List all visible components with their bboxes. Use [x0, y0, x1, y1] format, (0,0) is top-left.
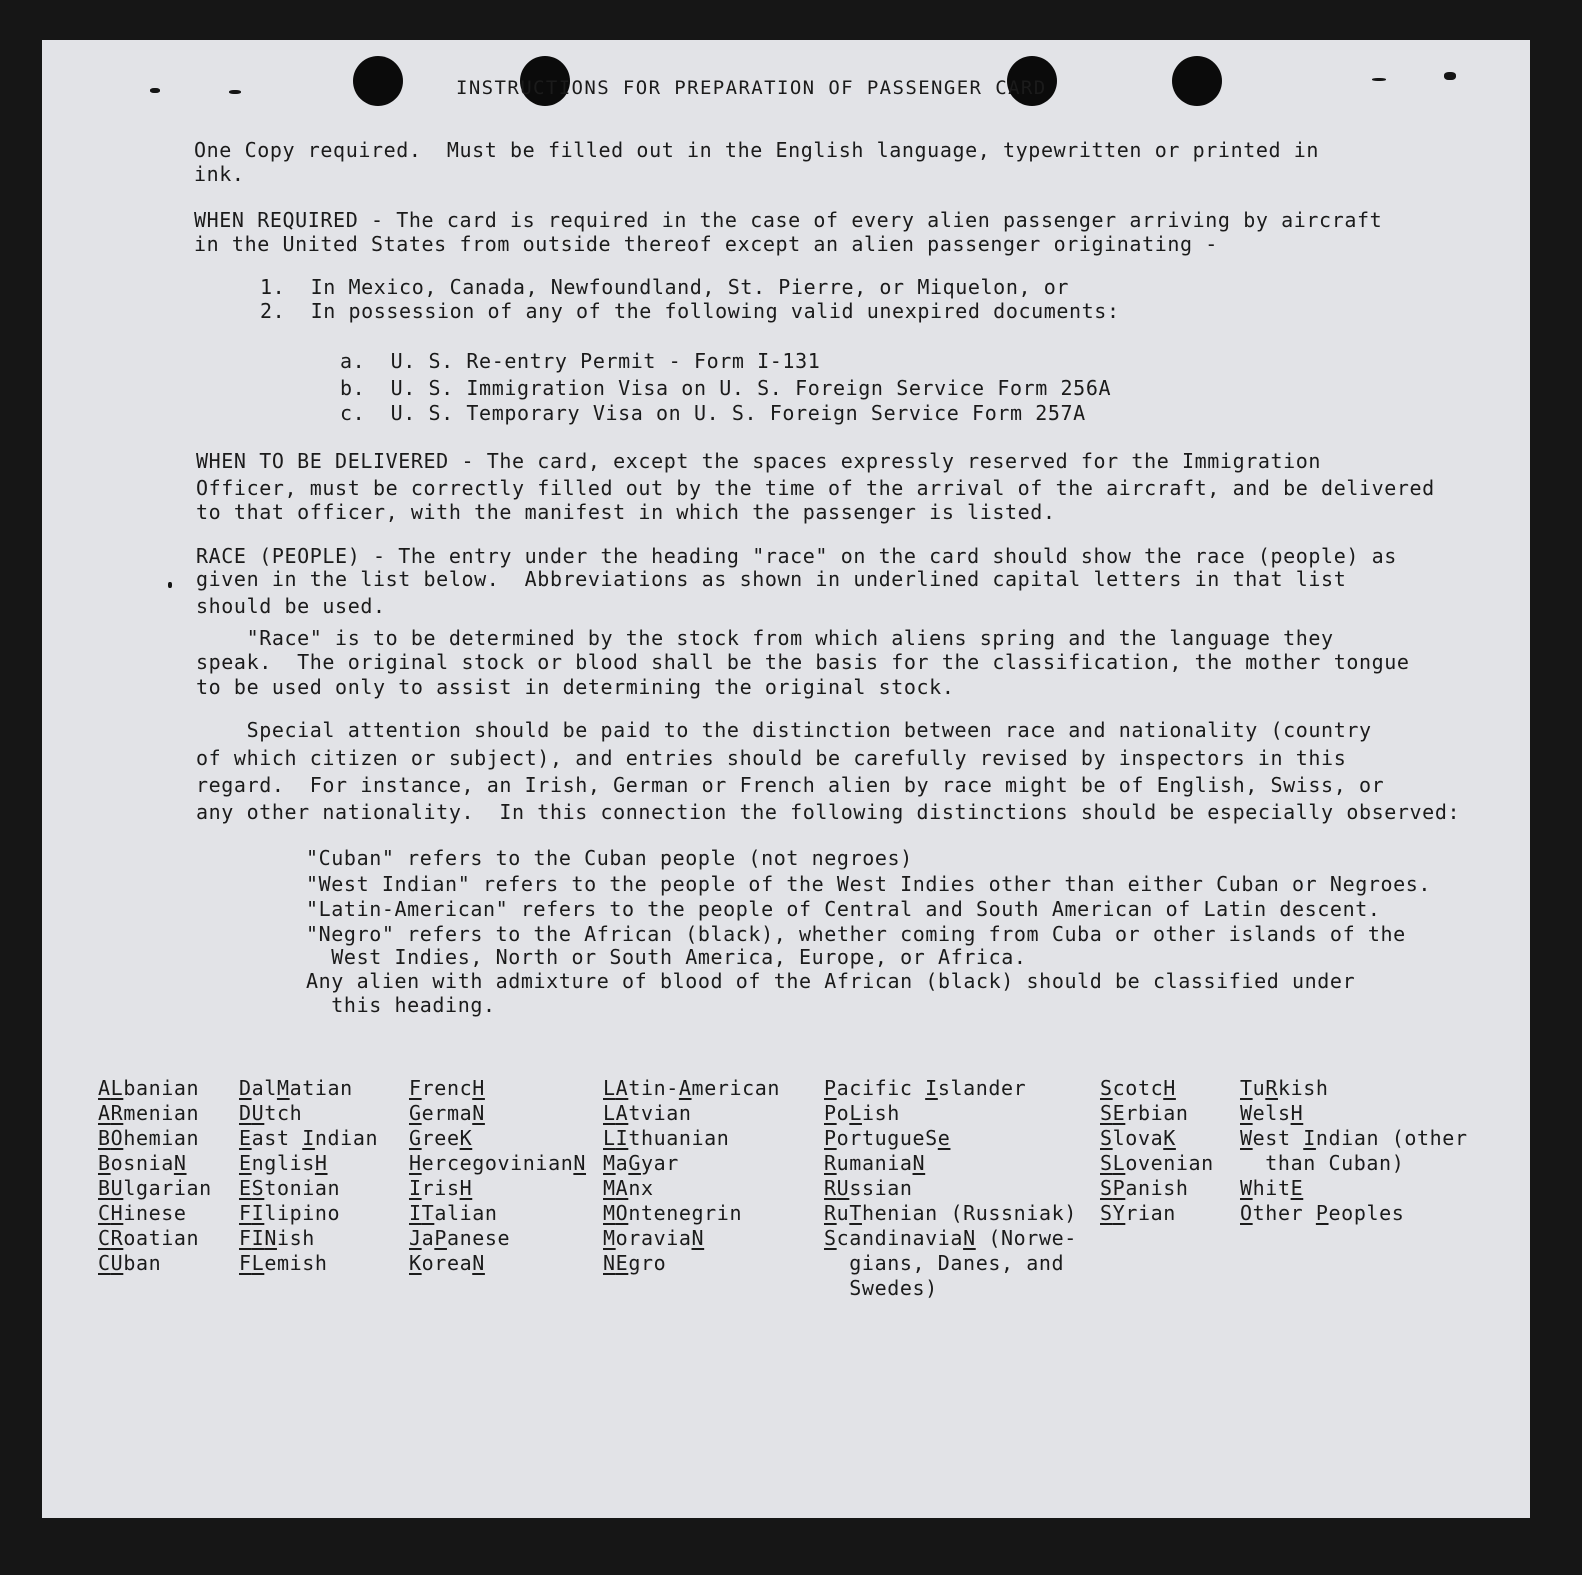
race-list-item: SlovaK [1100, 1126, 1176, 1150]
race-list-item: BUlgarian [98, 1176, 212, 1200]
race-list-item: GermaN [409, 1101, 485, 1125]
race-list-column [409, 1076, 586, 1276]
race-list-item: FLemish [239, 1251, 328, 1275]
race-list-item: EnglisH [239, 1151, 328, 1175]
race-list-item: SPanish [1100, 1176, 1189, 1200]
race-list-item: CUban [98, 1251, 162, 1275]
race-list-column [98, 1076, 212, 1276]
race-list-item: RUssian [824, 1176, 913, 1200]
punch-hole [353, 56, 403, 106]
race-list-column [824, 1076, 1077, 1301]
race-list-item: West Indian (other [1240, 1126, 1468, 1150]
race-list-item: HercegovinianN [409, 1151, 587, 1175]
race-list-item: WelsH [1240, 1101, 1304, 1125]
race-list-item: LIthuanian [603, 1126, 730, 1150]
scan-speck [168, 582, 172, 588]
race-list-item: JaPanese [409, 1226, 511, 1250]
race-list-item: WhitE [1240, 1176, 1304, 1200]
race-list-item: MAnx [603, 1176, 654, 1200]
race-list-item: PoLish [824, 1101, 900, 1125]
race-list-item: RumaniaN [824, 1151, 926, 1175]
race-list-item: FIlipino [239, 1201, 341, 1225]
race-list-item: NEgro [603, 1251, 667, 1275]
race-list-item: than Cuban) [1240, 1151, 1405, 1175]
race-list-column [239, 1076, 378, 1276]
scan-speck [150, 88, 160, 93]
punch-hole [1172, 56, 1222, 106]
race-list-item: ALbanian [98, 1076, 200, 1100]
race-list-item: ITalian [409, 1201, 498, 1225]
race-list-item: ScotcH [1100, 1076, 1176, 1100]
race-list-item: DalMatian [239, 1076, 353, 1100]
race-list-item: GreeK [409, 1126, 473, 1150]
race-list-item: East Indian [239, 1126, 379, 1150]
race-list-item: RuThenian (Russniak) [824, 1201, 1077, 1225]
race-list-column [1240, 1076, 1468, 1226]
race-list-item: MoraviaN [603, 1226, 705, 1250]
race-list-item: Pacific Islander [824, 1076, 1027, 1100]
race-list-item: SLovenian [1100, 1151, 1214, 1175]
race-list-item: TuRkish [1240, 1076, 1329, 1100]
race-list-item: Other Peoples [1240, 1201, 1405, 1225]
race-list-item: MaGyar [603, 1151, 679, 1175]
race-list-column [603, 1076, 780, 1276]
race-list-column [1100, 1076, 1214, 1226]
race-list-item: CRoatian [98, 1226, 200, 1250]
race-list-item: ScandinaviaN (Norwe- [824, 1226, 1077, 1250]
scan-speck [1372, 78, 1386, 81]
race-list-item: Swedes) [824, 1276, 938, 1300]
race-list-item: EStonian [239, 1176, 341, 1200]
race-list-item: IrisH [409, 1176, 473, 1200]
race-list-item: PortugueSe [824, 1126, 951, 1150]
race-list-item: SErbian [1100, 1101, 1189, 1125]
race-list-item: DUtch [239, 1101, 303, 1125]
race-list-item: KoreaN [409, 1251, 485, 1275]
document-title: INSTRUCTIONS FOR PREPARATION OF PASSENGER CARD [456, 77, 1047, 99]
race-list-item: BosniaN [98, 1151, 187, 1175]
race-list-item: FINish [239, 1226, 315, 1250]
race-list-item: MOntenegrin [603, 1201, 743, 1225]
race-list-item: BOhemian [98, 1126, 200, 1150]
race-list-item: ARmenian [98, 1101, 200, 1125]
scan-speck [1444, 72, 1456, 80]
race-list-item: CHinese [98, 1201, 187, 1225]
race-list-item: gians, Danes, and [824, 1251, 1065, 1275]
document-page: INSTRUCTIONS FOR PREPARATION OF PASSENGER CARD One Copy required. Must be filled out in the English language, typewritten or printed in ink. WHEN REQUIRED - The card is required in the case of every alien passenger arriving by aircraft in the United States from outside thereof except an alien passenger originating - 1. In Mexico, Canada, Newfoundland, St. Pierre, or Miquelon, or 2. In possession of any of the following valid unexpired documents: a. U. S. Re-entry Permit - Form I-131 b. U. S. Immigration Visa on U. S. Foreign Service Form 256A c. U. S. Temporary Visa on U. S. Foreign Service Form 257A WHEN TO BE DELIVERED - The card, except the spaces expressly reserved for the Immigration Officer, must be correctly filled out by the time of the arrival of the aircraft, and be delivered to that officer, with the manifest in which the passenger is listed. RACE (PEOPLE) - The entry under the heading "race" on the card should show the race (people) as given in the list below. Abbreviations as shown in underlined capital letters in that list should be used. "Race" is to be determined by the stock from which aliens spring and the language they speak. The original stock or blood shall be the basis for the classification, the mother tongue to be used only to assist in determining the original stock. Special attention should be paid to the distinction between race and nationality (country of which citizen or subject), and entries should be carefully revised by inspectors in this regard. For instance, an Irish, German or French alien by race might be of English, Swiss, or any other nationality. In this connection the following distinctions should be especially observed: "Cuban" refers to the Cuban people (not negroes) "West Indian" refers to the people of the West Indies other than either Cuban or Negroes. "Latin-American" refers to the people of Central and South American of Latin descent. "Negro" refers to the African (black), whether coming from Cuba or other islands of the West Indies, North or South America, Europe, or Africa. Any alien with admixture of blood of the African (black) should be classified under this heading. ALbanian ARmenian BOhemian BosniaN BUlgarian CHinese CRoatian CUban DalMatian DUtch East Indian EnglisH EStonian FIlipino FINish FLemish FrencH GermaN GreeK HercegovinianN IrisH ITalian JaPanese KoreaN LAtin-American LAtvian LIthuanian MaGyar MAnx MOntenegrin MoraviaN NEgro Pacific Islander PoLish PortugueSe RumaniaN RUssian RuThenian (Russniak) ScandinaviaN (Norwe- gians, Danes, and Swedes) ScotcH SErbian SlovaK SLovenian SPanish SYrian TuRkish WelsH West Indian (other than Cuban) WhitE Other Peoples [42, 40, 1530, 1518]
race-list-item: LAtin-American [603, 1076, 781, 1100]
scan-speck [229, 90, 241, 94]
race-list-item: FrencH [409, 1076, 485, 1100]
race-list-item: SYrian [1100, 1201, 1176, 1225]
race-list-item: LAtvian [603, 1101, 692, 1125]
